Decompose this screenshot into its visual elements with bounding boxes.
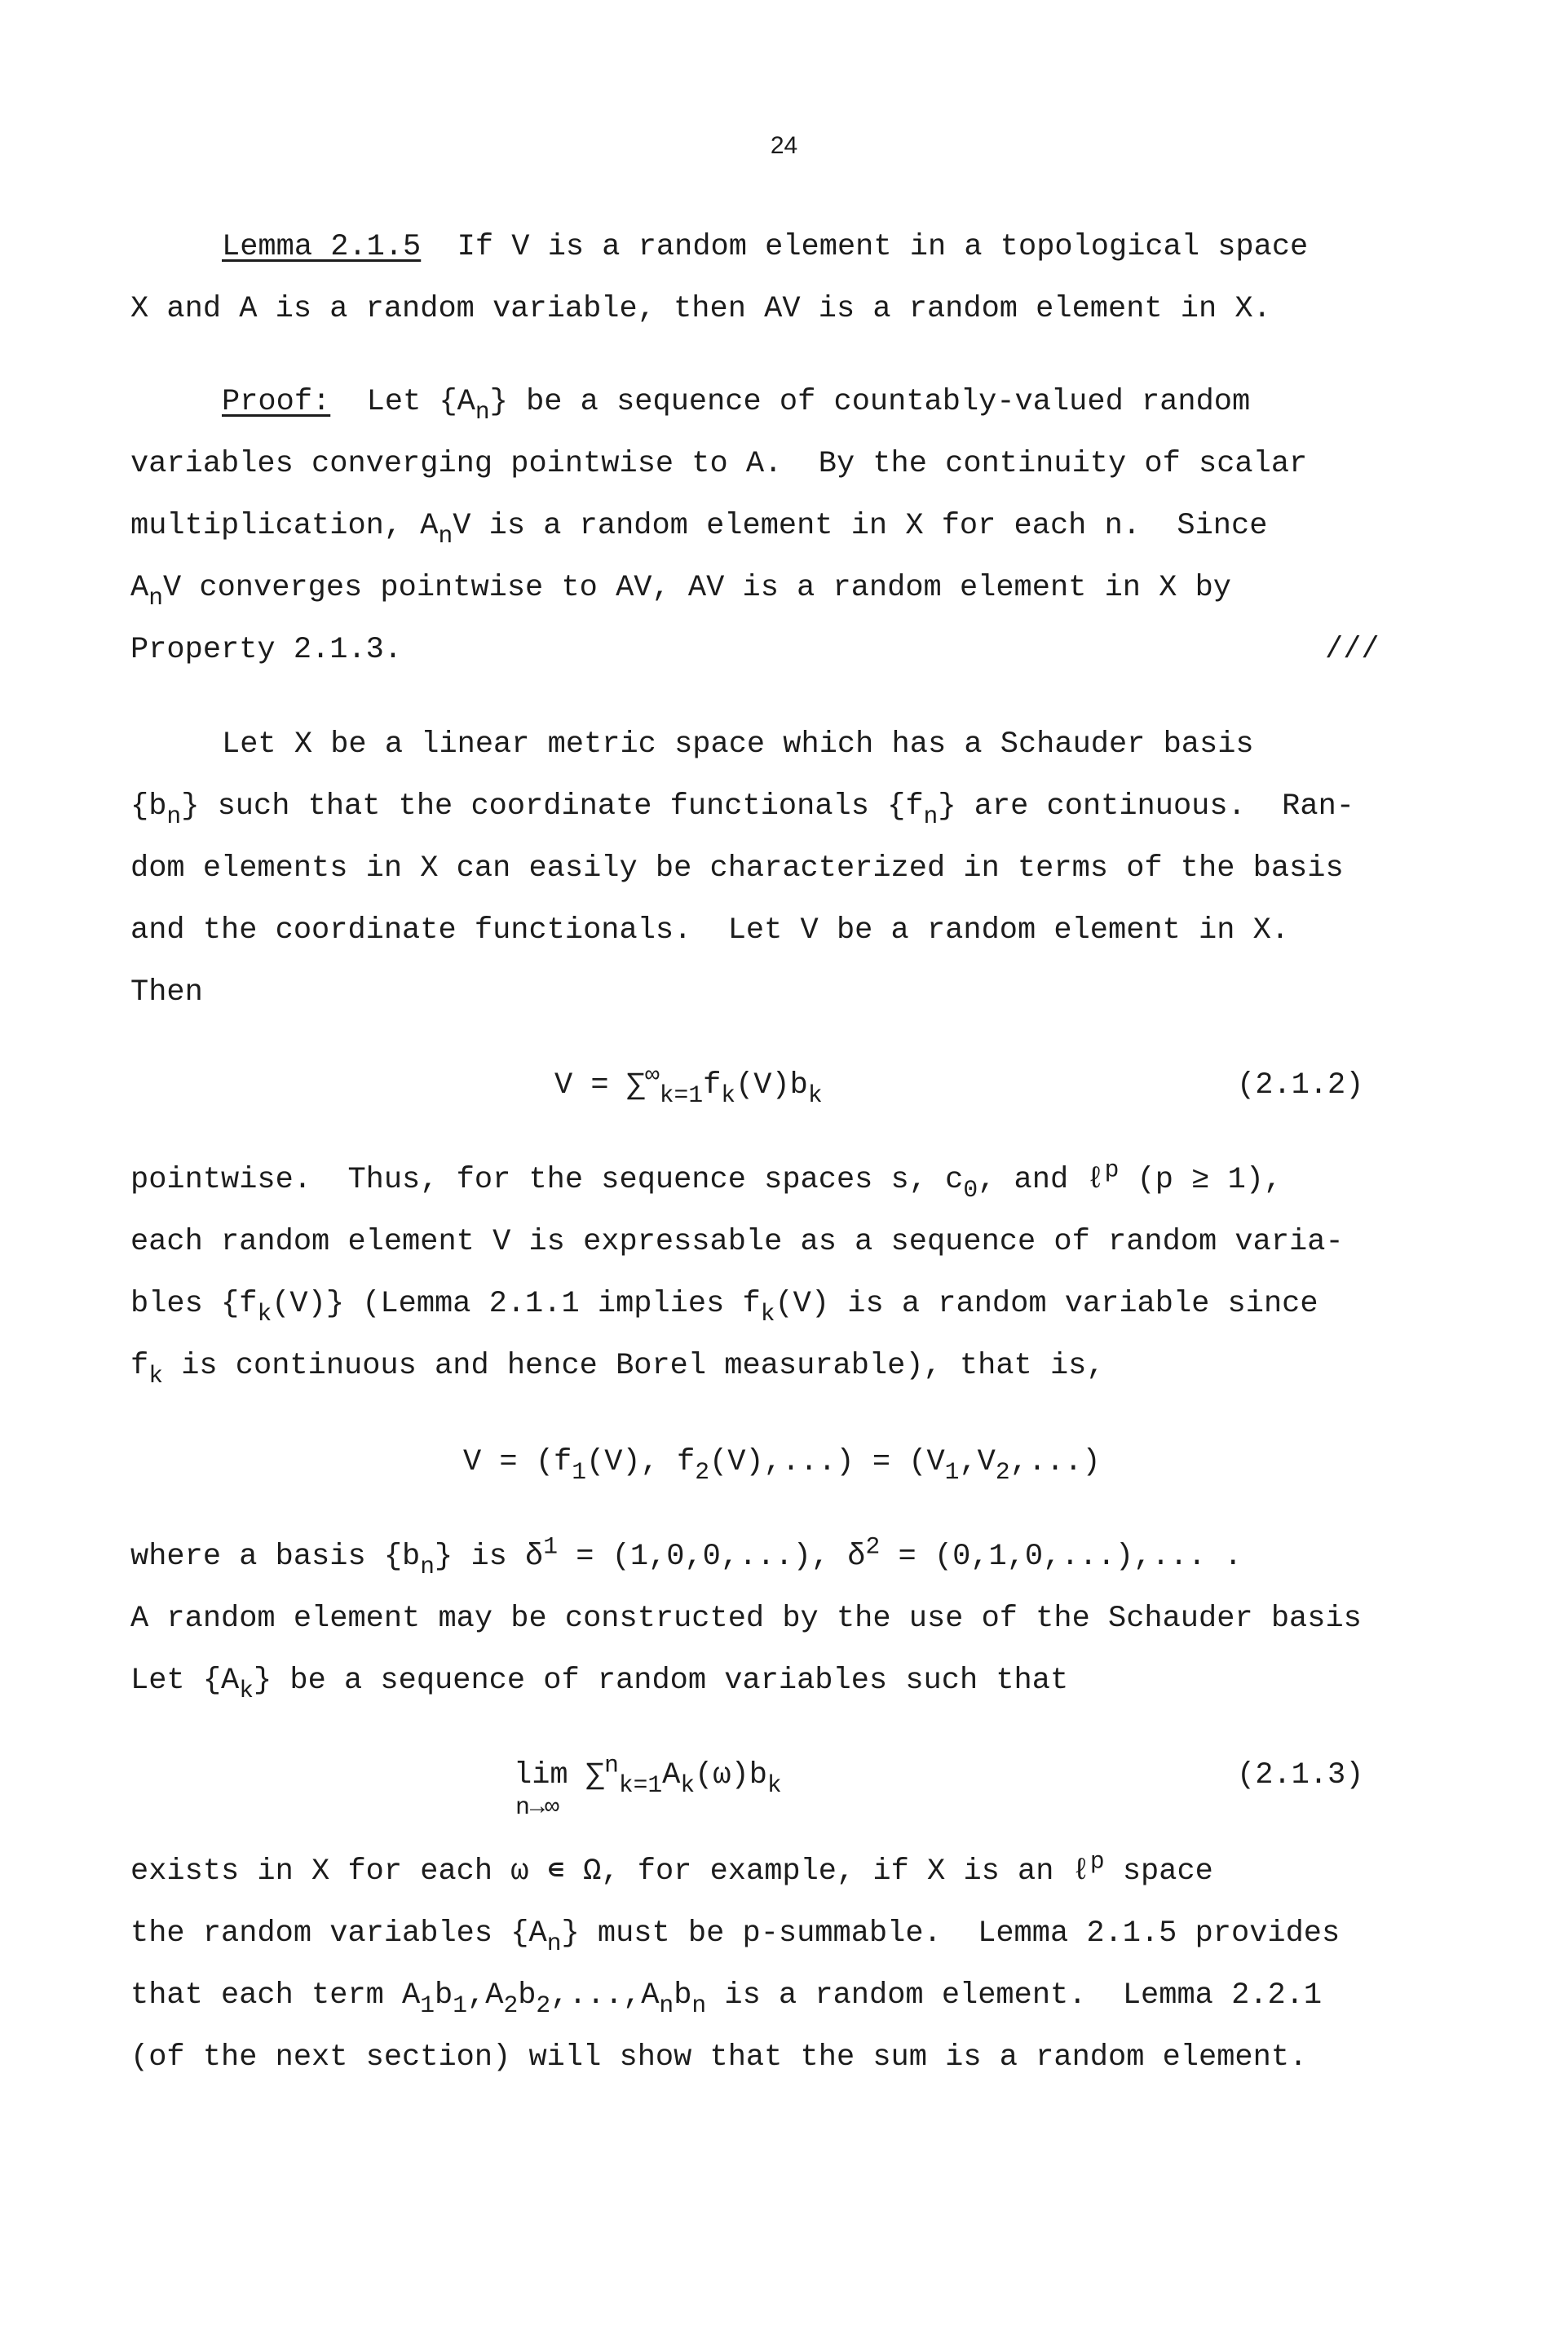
proof-line-5: Property 2.1.3. [130,633,403,667]
para2-line-1: Let X be a linear metric space which has a Schauder basis [222,727,1254,762]
proof-line-4: $A_nV$ converges pointwise to AV, AV is a random element in X by [130,571,1231,612]
sequence-equation: $V = (f_1(V)$, $f_2(V),...) = (V_1,V_2,...)$ [463,1445,1101,1487]
para3-line-4: $f_k$ is continuous and hence Borel measurable), that is, [130,1349,1105,1390]
para4-line-2: A random element may be constructed by the use of the Schauder basis [130,1602,1362,1636]
para5-line-4: (of the next section) will show that the sum is a random element. [130,2040,1308,2075]
equation-number-2-1-3: (2.1.3) [1237,1758,1364,1792]
para2-line-5: Then [130,975,203,1010]
equation-number-2-1-2: (2.1.2) [1237,1068,1364,1103]
proof-label: Proof: [222,385,331,419]
para3-line-2: each random element V is expressable as a sequence of random varia- [130,1225,1344,1259]
equation-2-1-2: $V = \sum^\infty_{k=1}f_k(V)b_k$ [554,1061,823,1110]
para2-line-2: $\{b_n\}$ such that the coordinate functionals $\{f_n\}$ are continuous. Ran- [130,789,1354,831]
proof-line-2: variables converging pointwise to A. By the continuity of scalar [130,447,1308,481]
proof-line-1: Proof: Let $\{A_n\}$ be a sequence of countably-valued random [222,385,1251,427]
lemma-heading: Lemma 2.1.5 [222,230,422,264]
equation-2-1-3: $\lim \sum^n_{k=1}A_k(\omega)b_k$ [514,1751,782,1800]
qed-mark: /// [1325,633,1380,667]
para3-line-3: bles $\{f_k(V)\}$ (Lemma 2.1.1 implies $f_k(V)$ is a random variable since [130,1287,1318,1328]
proof-line-3: multiplication, $A_nV$ is a random element in X for each n. Since [130,509,1268,550]
para5-line-1: exists in X for each ω ∊ Ω, for example, if X is an ℓ$^p$ space [130,1847,1213,1889]
lemma-line-2: X and A is a random variable, then AV is a random element in X. [130,292,1271,326]
para3-line-1: pointwise. Thus, for the sequence spaces s, $c_0$, and ℓ$^p$ (p ≥ 1), [130,1156,1283,1204]
para4-line-3: Let $\{A_k\}$ be a sequence of random variables such that [130,1664,1069,1705]
para4-line-1: where a basis $\{b_n\}$ is $\delta^1 = (1,0,0,...)$, $\delta^2 = (0,1,0,...)$,... . [130,1532,1243,1581]
page-number: 24 [770,132,798,159]
para2-line-3: dom elements in X can easily be characterized in terms of the basis [130,851,1344,886]
para2-line-4: and the coordinate functionals. Let V be a random element in X. [130,913,1290,948]
limit-subscript: n→∞ [515,1794,560,1822]
para5-line-3: that each term $A_1b_1,A_2b_2,...,A_nb_n$ is a random element. Lemma 2.2.1 [130,1978,1323,2020]
para5-line-2: the random variables $\{A_n\}$ must be p-summable. Lemma 2.1.5 provides [130,1916,1341,1958]
lemma-line-1: Lemma 2.1.5 If V is a random element in a topological space [222,230,1309,264]
